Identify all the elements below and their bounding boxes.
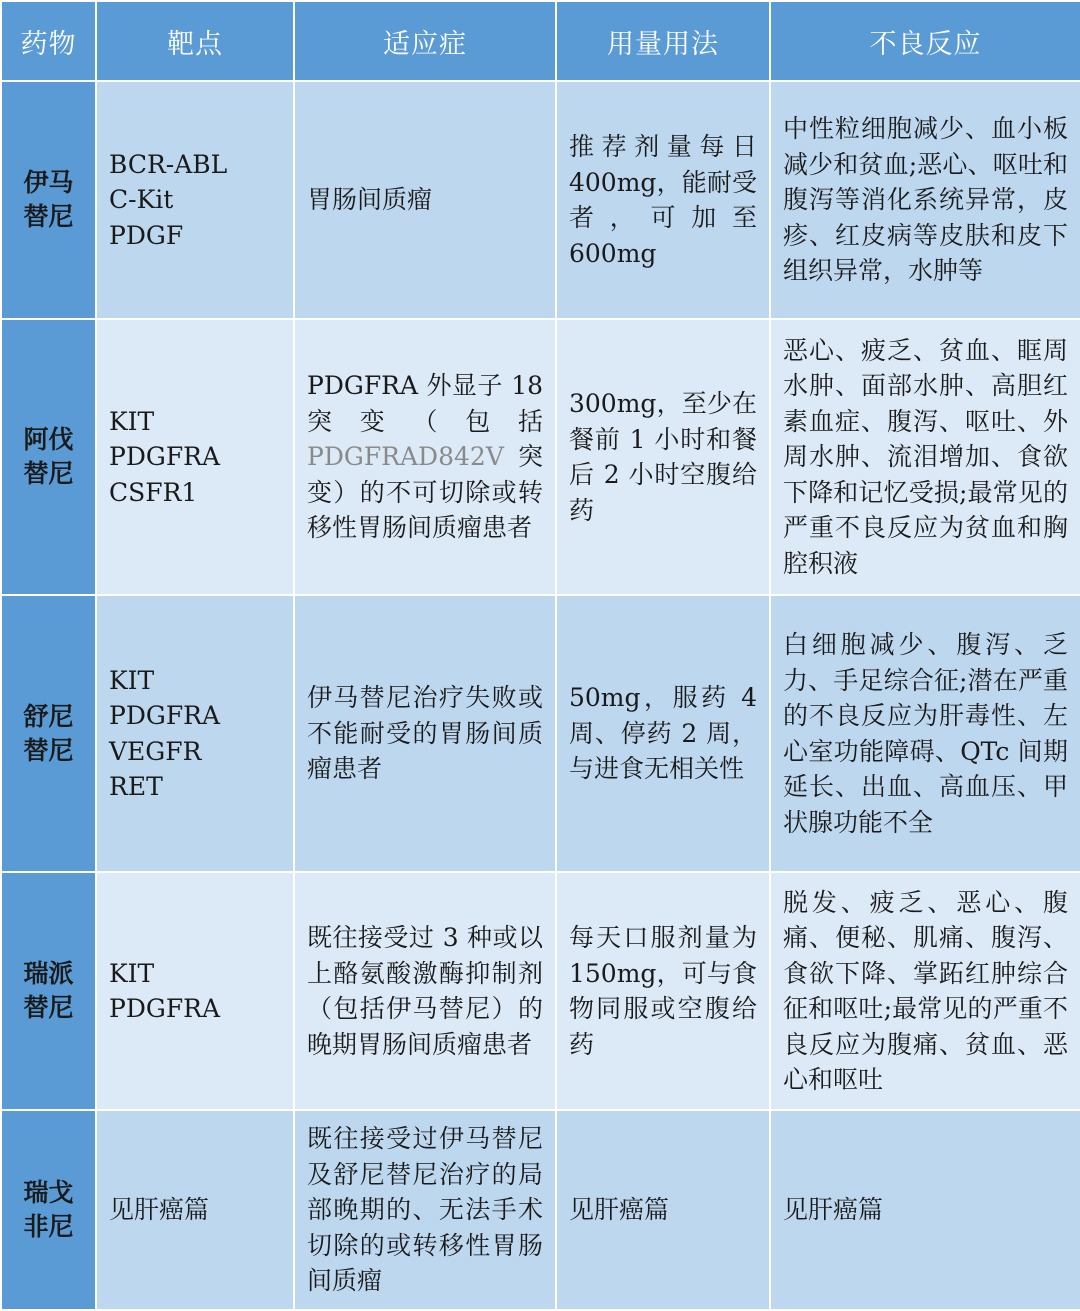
indication-text: 突变）的不可切除或转移性胃肠间质瘤患者 xyxy=(307,442,543,543)
table-row xyxy=(1,595,1080,872)
dosage-cell: 300mg，至少在餐前 1 小时和餐后 2 小时空腹给药 xyxy=(556,319,770,595)
drug-name-line: 瑞戈 xyxy=(23,1178,74,1207)
header-target: 靶点 xyxy=(96,1,294,81)
target-item: 见肝癌篇 xyxy=(109,1195,210,1225)
header-indication: 适应症 xyxy=(294,1,556,81)
header-row xyxy=(1,1,1080,81)
drug-name-line: 伊马 xyxy=(23,168,74,197)
adverse-cell: 恶心、疲乏、贫血、眶周水肿、面部水肿、高胆红素血症、腹泻、呕吐、外周水肿、流泪增加、食欲下降和记忆受损;最常见的严重不良反应为贫血和胸腔积液 xyxy=(770,319,1080,595)
drug-name-line: 替尼 xyxy=(23,459,74,488)
dosage-cell: 每天口服剂量为 150mg，可与食物同服或空腹给药 xyxy=(556,872,770,1110)
target-item: PDGF xyxy=(109,220,184,250)
target-item: RET xyxy=(109,772,163,801)
indication-cell: 伊马替尼治疗失败或不能耐受的胃肠间质瘤患者 xyxy=(294,595,556,872)
drug-name-cell xyxy=(1,319,96,595)
target-cell xyxy=(96,81,294,319)
adverse-cell: 见肝癌篇 xyxy=(770,1110,1080,1310)
target-item: PDGFRA xyxy=(109,701,221,730)
target-item: BCR-ABL xyxy=(109,149,228,179)
drug-name-cell xyxy=(1,872,96,1110)
drug-name-line: 阿伐 xyxy=(23,425,74,454)
drug-name-line: 替尼 xyxy=(23,993,74,1022)
table-row xyxy=(1,872,1080,1110)
indication-cell: 既往接受过 3 种或以上酪氨酸激酶抑制剂（包括伊马替尼）的晚期胃肠间质瘤患者 xyxy=(294,872,556,1110)
table-row xyxy=(1,319,1080,595)
target-item: KIT xyxy=(109,665,155,695)
drug-name-cell xyxy=(1,1110,96,1310)
target-item: CSFR1 xyxy=(109,477,198,507)
table-row xyxy=(1,81,1080,319)
target-item: PDGFRA xyxy=(109,994,221,1023)
adverse-cell: 脱发、疲乏、恶心、腹痛、便秘、肌痛、腹泻、食欲下降、掌跖红肿综合征和呕吐;最常见的严重不良反应为腹痛、贫血、恶心和呕吐 xyxy=(770,872,1080,1110)
target-cell xyxy=(96,872,294,1110)
dosage-cell: 推荐剂量每日400mg，能耐受者，可加至600mg xyxy=(556,81,770,319)
drug-name-line: 替尼 xyxy=(23,735,74,765)
indication-cell: 胃肠间质瘤 xyxy=(294,81,556,319)
dosage-cell: 50mg，服药 4 周、停药 2 周，与进食无相关性 xyxy=(556,595,770,872)
indication-text: PDGFRA 外显子 18 突变（包括 xyxy=(307,371,543,436)
target-item: VEGFR xyxy=(109,736,202,766)
drug-name-line: 替尼 xyxy=(23,202,74,231)
target-item: PDGFRA xyxy=(109,442,221,472)
indication-cell xyxy=(294,319,556,595)
drug-name-cell xyxy=(1,81,96,319)
table-row xyxy=(1,1110,1080,1310)
indication-cell: 既往接受过伊马替尼及舒尼替尼治疗的局部晚期的、无法手术切除的或转移性胃肠间质瘤 xyxy=(294,1110,556,1310)
drug-name-line: 非尼 xyxy=(23,1212,74,1241)
target-item: KIT xyxy=(109,958,155,988)
adverse-cell: 中性粒细胞减少、血小板减少和贫血;恶心、呕吐和腹泻等消化系统异常，皮疹、红皮病等皮肤和皮下组织异常，水肿等 xyxy=(770,81,1080,319)
dosage-cell: 见肝癌篇 xyxy=(556,1110,770,1310)
target-cell xyxy=(96,1110,294,1310)
adverse-cell: 白细胞减少、腹泻、乏力、手足综合征;潜在严重的不良反应为肝毒性、左心室功能障碍、QTc 间期延长、出血、高血压、甲状腺功能不全 xyxy=(770,595,1080,872)
target-cell xyxy=(96,319,294,595)
header-drug: 药物 xyxy=(1,1,96,81)
indication-mutation-code: PDGFRAD842V xyxy=(307,442,504,472)
header-dosage: 用量用法 xyxy=(556,1,770,81)
target-item: C-Kit xyxy=(109,185,174,215)
drug-name-line: 舒尼 xyxy=(23,701,74,731)
header-adverse-reactions: 不良反应 xyxy=(770,1,1080,81)
drug-name-cell xyxy=(1,595,96,872)
drug-name-line: 瑞派 xyxy=(23,959,74,988)
target-item: KIT xyxy=(109,406,155,436)
target-cell xyxy=(96,595,294,872)
